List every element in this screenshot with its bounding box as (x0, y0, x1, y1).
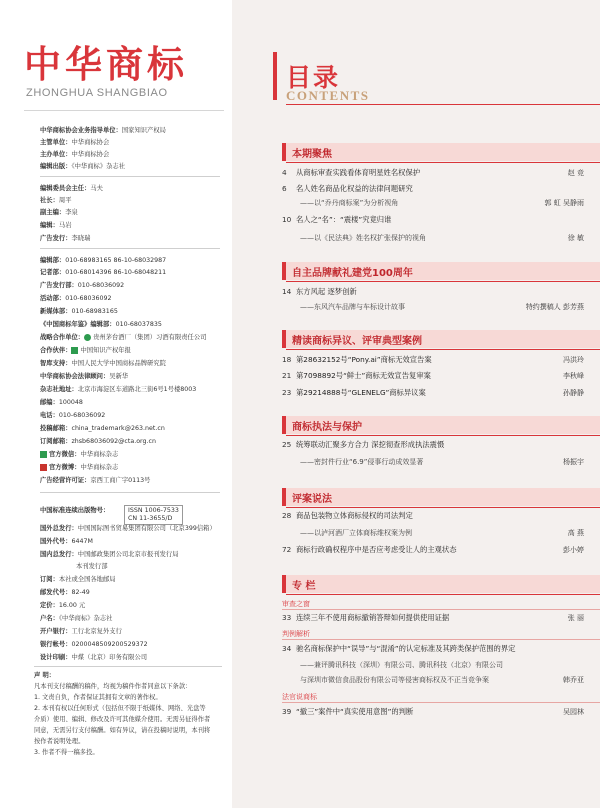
divider (24, 110, 224, 111)
contact-row: 编辑部：010-68983165 86-10-68032987 (40, 257, 167, 264)
contact-row: 中华商标协会法律顾问：吴新华 (40, 373, 129, 380)
contents-title: 目录 (286, 63, 341, 92)
toc-entry[interactable]: 4 从商标审查实践看体育明星姓名权保护 赵 竞 (282, 168, 584, 177)
publication-row: 户名：《中华商标》杂志社 (40, 615, 113, 622)
contact-row: 新媒体部：010-68983165 (40, 308, 118, 315)
notice-line: 介质）使用、编辑、修改及许可其他媒介使用。无需另征得作者 (34, 716, 211, 723)
toc-subentry[interactable]: ——密封件行业“6.9”侵事行动成效显著 杨振宇 (300, 458, 584, 466)
magazine-pinyin: ZHONGHUA SHANGBIAO (26, 87, 168, 99)
info-row: 主管单位：中华商标协会 (40, 139, 110, 146)
notice-block (34, 670, 222, 758)
publication-row: 邮发代号：82-49 (40, 589, 90, 596)
toc-entry[interactable]: 33 连续三年不使用商标撤销答辩如何提供使用证据 张 丽 (282, 613, 584, 622)
toc-subentry[interactable]: ——以《民法典》姓名权扩张保护的视角 徐 敏 (300, 234, 584, 242)
toc-entry[interactable]: 6 名人姓名商品化权益的法律问题研究 (282, 184, 413, 193)
contact-row: 《中国商标年鉴》编辑部：010-68037835 (40, 321, 162, 328)
column-subheader: 判例解析 (282, 628, 600, 640)
contact-row: 智库支持：中国人民大学中国商标品牌研究院 (40, 360, 166, 367)
title-rule (286, 104, 600, 105)
divider (40, 248, 220, 249)
contact-row: 邮编：100048 (40, 399, 83, 406)
notice-line: 1. 文责自负，作者保证其拥有文章的著作权。 (34, 694, 162, 701)
divider (34, 666, 222, 667)
publication-row: 定价：16.00 元 (40, 602, 86, 609)
contents-subtitle: CONTENTS (286, 88, 370, 103)
toc-entry[interactable]: 14 东方风起 逐梦创新 (282, 287, 357, 296)
toc-entry[interactable]: 34 驰名商标保护中“误导”与“混淆”的认定标准及其跨类保护范围的界定 (282, 644, 516, 653)
contact-row: 杂志社地址：北京市海淀区车道路北三街6号1号楼8003 (40, 386, 197, 393)
editor-row: 副主编：李泉 (40, 209, 78, 216)
contact-row: 广告经营许可证：京西工商广字0113号 (40, 477, 151, 484)
publication-row: 订阅：本社或全国各地邮局 (40, 576, 116, 583)
section-header: 专 栏 (282, 575, 600, 593)
contact-row: 订阅邮箱：zhsb68036092@cta.org.cn (40, 438, 156, 445)
divider (40, 176, 220, 177)
notice-line: 3. 作者不得一稿多投。 (34, 749, 99, 756)
section-header: 精读商标异议、评审典型案例 (282, 330, 600, 348)
info-row: 主办单位：中华商标协会 (40, 151, 110, 158)
imprint-column (0, 0, 232, 808)
contact-row: 投稿邮箱：china_trademark@263.net.cn (40, 425, 165, 432)
column-subheader: 法官说商标 (282, 691, 600, 703)
notice-line: 凡本刊支付稿酬的稿件，均视为稿件作者同意以下条款： (34, 683, 192, 690)
notice-line: 按作者说明处理。 (34, 738, 85, 745)
toc-subentry[interactable]: ——兼评腾讯科技（深圳）有限公司、腾讯科技（北京）有限公司 (300, 661, 503, 669)
toc-entry[interactable]: 25 统筹联动汇聚多方合力 深挖彻查形成执法震慑 (282, 440, 445, 449)
contact-row: 合作伙伴： 中国知识产权年报 (40, 347, 131, 354)
editor-row: 编辑委员会主任：马夫 (40, 185, 103, 192)
toc-subentry[interactable]: ——以“乔丹商标案”为分析视角 郭 虹 吴静雨 (300, 199, 584, 207)
toc-entry[interactable]: 39 “撤三”案件中“真实使用意图”的判断 吴园林 (282, 707, 584, 716)
toc-subentry[interactable]: ——东风汽车品牌与车标设计故事 特约撰稿人 彭芳燕 (300, 303, 584, 311)
divider (40, 492, 220, 493)
publication-row: 本刊发行部 (76, 563, 108, 570)
publication-row: 银行帐号：0200048509200529372 (40, 641, 148, 648)
toc-subentry[interactable]: ——以泸河酒厂立体商标维权案为例 高 燕 (300, 529, 584, 537)
publication-row: 设计印刷：中煤（北京）印务有限公司 (40, 654, 148, 661)
notice-title: 声 明： (34, 672, 56, 679)
contents-column (232, 0, 600, 808)
section-header: 本期聚焦 (282, 143, 600, 161)
column-subheader: 审查之窗 (282, 598, 600, 610)
weibo-icon (40, 464, 47, 471)
toc-entry[interactable]: 18 第28632152号“Pony.ai”商标无效宣告案 冯洪玲 (282, 355, 584, 364)
publication-row: 国内总发行：中国邮政集团公司北京市报刊发行局 (40, 551, 179, 558)
notice-line: 同意，无需另行支付稿酬。如有异议，请在投稿时说明，本刊将 (34, 727, 211, 734)
magazine-logo: 中华商标 (24, 42, 188, 86)
contact-row: 活动部：010-68036092 (40, 295, 112, 302)
contact-row: 战略合作单位： 贵州茅台酒厂（集团）习酒有限责任公司 (40, 334, 207, 341)
title-accent-bar (273, 52, 277, 100)
toc-entry[interactable]: 72 商标行政确权程序中是否应考虑受让人的主观状态 彭小婷 (282, 545, 584, 554)
info-row: 中华商标协会业务指导单位：国家知识产权局 (40, 127, 166, 134)
toc-entry[interactable]: 10 名人之“名”：“震楼”究竟归谁 (282, 215, 392, 224)
contact-row: 广告发行部：010-68036092 (40, 282, 125, 289)
toc-entry[interactable]: 23 第29214888号“GLENELG”商标异议案 孙静静 (282, 388, 584, 397)
info-row: 编辑出版：《中华商标》杂志社 (40, 163, 126, 170)
contact-row: 电话：010-68036092 (40, 412, 106, 419)
section-header: 自主品牌献礼建党100周年 (282, 262, 600, 280)
publication-row: 国外总发行：中国国际图书贸易集团有限公司（北京399信箱） (40, 525, 216, 532)
toc-entry[interactable]: 21 第7098892号“鲜士”商标无效宣告复审案 李秋峰 (282, 371, 584, 380)
contact-row: 记者部：010-68014396 86-10-68048211 (40, 269, 167, 276)
contact-row: 官方微信：中华商标杂志 (40, 450, 118, 459)
toc-subentry[interactable]: 与深圳市微信食品股份有限公司等侵害商标权及不正当竞争案 韩乔亚 (300, 676, 584, 684)
publication-row: 中国标准连续出版物号： (40, 507, 110, 514)
issn-box (124, 505, 183, 525)
toc-entry[interactable]: 28 商品包装物立体商标侵权的司法判定 (282, 511, 413, 520)
wechat-icon (40, 451, 47, 458)
publication-row: 国外代号：6447M (40, 538, 93, 545)
moutai-logo-icon (84, 334, 91, 341)
section-header: 商标执法与保护 (282, 416, 600, 434)
contact-row: 官方微博：中华商标杂志 (40, 463, 118, 472)
editor-row: 编辑：马岩 (40, 222, 72, 229)
notice-line: 2. 本刊有权以任何形式（包括但不限于纸媒体、网络、光盘等 (34, 705, 206, 712)
partner-logo-icon (71, 347, 78, 354)
editor-row: 广告发行：李晓瑞 (40, 235, 91, 242)
publication-row: 开户银行：工行北京复外支行 (40, 628, 122, 635)
issn-number: ISSN 1006-7533 (128, 507, 179, 514)
editor-row: 社长：周平 (40, 197, 72, 204)
cn-number: CN 11-3655/D (128, 515, 173, 522)
section-header: 评案说法 (282, 488, 600, 506)
